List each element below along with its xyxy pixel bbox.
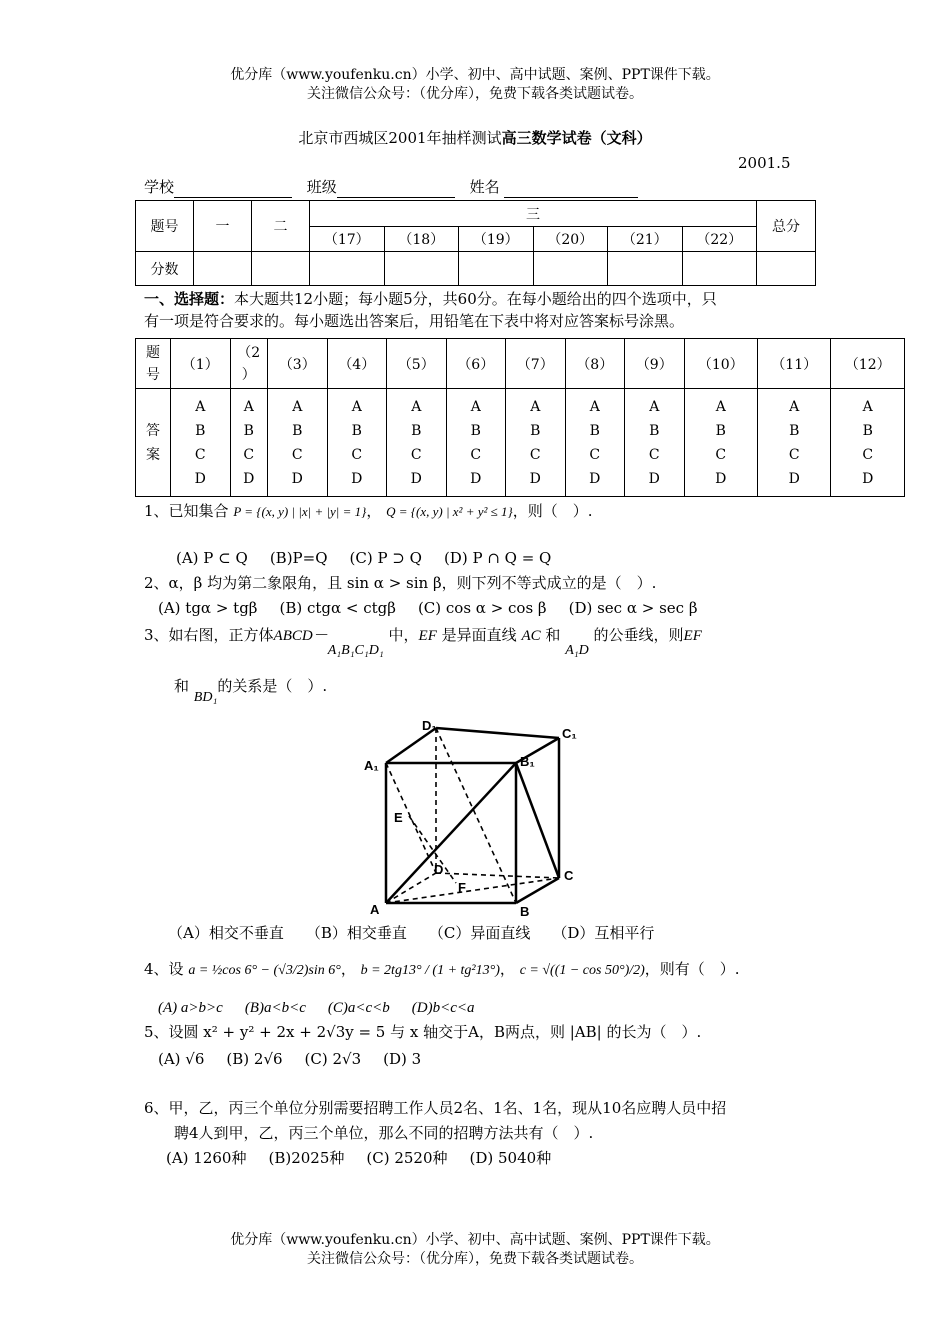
answer-num: （3） xyxy=(268,339,328,389)
score-cell[interactable] xyxy=(533,252,608,286)
label-a: A xyxy=(370,902,380,917)
q4-stem: 4、设 xyxy=(144,960,184,978)
q3-mid1: 中， xyxy=(388,626,419,644)
q1-set-p: P = {(x, y) | |x| + |y| = 1} xyxy=(233,504,367,519)
footer-line-2: 关注微信公众号：（优分库），免费下载各类试题试卷。 xyxy=(307,1251,643,1267)
answer-choice[interactable]: C xyxy=(862,446,874,463)
answer-choice[interactable]: D xyxy=(351,470,363,487)
answer-choice[interactable]: A xyxy=(862,398,873,415)
q3-stem: 3、如右图，正方体 xyxy=(144,626,274,644)
answer-choice[interactable]: A xyxy=(715,398,726,415)
q1-option-a[interactable]: (A) P ⊂ Q xyxy=(176,549,248,567)
answer-choice[interactable]: D xyxy=(194,470,206,487)
answer-choice[interactable]: B xyxy=(470,422,481,439)
answer-choice[interactable]: A xyxy=(789,398,800,415)
answer-choice[interactable]: B xyxy=(715,422,726,439)
score-sub: （22） xyxy=(682,227,757,252)
answer-choice[interactable]: D xyxy=(291,470,303,487)
answer-choices[interactable] xyxy=(831,389,905,497)
label-b1: B₁ xyxy=(520,754,535,769)
answer-choice[interactable]: A xyxy=(589,398,600,415)
q2-option-c[interactable]: (C) cos α > cos β xyxy=(417,599,547,617)
answer-choice[interactable]: A xyxy=(292,398,303,415)
label-b: B xyxy=(520,904,530,918)
answer-choice[interactable]: D xyxy=(410,470,422,487)
answer-choice[interactable]: B xyxy=(530,422,541,439)
q1-options xyxy=(176,547,573,569)
q3-line2-post: 的关系是（ ）. xyxy=(217,677,328,695)
answer-choice[interactable]: C xyxy=(788,446,800,463)
section1-line1: 本大题共12小题；每小题5分，共60分。在每小题给出的四个选项中，只 xyxy=(234,290,717,308)
q1-tail: ，则（ ）. xyxy=(512,502,593,520)
title-prefix: 北京市西城区2001年抽样测试 xyxy=(298,129,502,147)
answer-choices[interactable] xyxy=(506,389,566,497)
answer-choice[interactable]: D xyxy=(862,470,874,487)
score-cell[interactable] xyxy=(608,252,683,286)
score-cell[interactable] xyxy=(252,252,310,286)
q6-option-d[interactable]: (D) 5040种 xyxy=(469,1149,552,1167)
q3-option-d[interactable]: （D）互相平行 xyxy=(552,924,655,942)
label-c: C xyxy=(564,868,574,883)
q3-ef: EF xyxy=(418,628,437,644)
answer-choices[interactable] xyxy=(758,389,831,497)
q2-options xyxy=(158,597,720,619)
answer-choice[interactable]: A xyxy=(195,398,206,415)
score-er: 二 xyxy=(252,201,310,252)
header-line-1: 优分库（www.youfenku.cn）小学、初中、高中试题、案例、PPT课件下载。 xyxy=(230,67,720,83)
answer-choice[interactable]: C xyxy=(470,446,482,463)
answer-choice[interactable]: C xyxy=(589,446,601,463)
q2-option-d[interactable]: (D) sec α > sec β xyxy=(568,599,698,617)
q1-stem: 1、已知集合 xyxy=(144,502,229,520)
answer-choice[interactable]: D xyxy=(589,470,601,487)
answer-choices[interactable] xyxy=(268,389,328,497)
answer-choices[interactable] xyxy=(387,389,447,497)
q4-option-c[interactable]: (C)a<c<b xyxy=(327,1000,390,1016)
section1-heading: 一、选择题： xyxy=(144,290,235,308)
q4-tail: ，则有（ ）. xyxy=(644,960,740,978)
q2a: （2 xyxy=(237,344,261,361)
q4-option-b[interactable]: (B)a<b<c xyxy=(244,1000,306,1016)
score-cell[interactable] xyxy=(384,252,459,286)
page-header xyxy=(0,66,950,104)
name-blank[interactable] xyxy=(504,181,638,198)
answer-choice[interactable]: B xyxy=(789,422,800,439)
answer-choice[interactable]: B xyxy=(195,422,206,439)
q3-mid3: 的公垂线，则 xyxy=(593,626,684,644)
answer-num: （7） xyxy=(506,339,566,389)
answer-choice[interactable]: C xyxy=(243,446,255,463)
label-e: E xyxy=(394,810,403,825)
answer-choice[interactable]: D xyxy=(648,470,660,487)
q6-options xyxy=(166,1147,573,1169)
q6-option-c[interactable]: (C) 2520种 xyxy=(366,1149,448,1167)
answer-choice[interactable]: D xyxy=(529,470,541,487)
answer-choices[interactable] xyxy=(230,389,268,497)
score-sub: （20） xyxy=(533,227,608,252)
name-label: 姓名 xyxy=(469,178,500,196)
answer-num: （8） xyxy=(565,339,625,389)
answer-daan xyxy=(136,389,171,497)
answer-choice[interactable]: B xyxy=(411,422,422,439)
question-3 xyxy=(144,624,702,658)
answer-num: （12） xyxy=(831,339,905,389)
score-cell[interactable] xyxy=(310,252,385,286)
q3-ac: AC xyxy=(521,628,541,644)
q3-option-a[interactable]: （A）相交不垂直 xyxy=(168,924,284,942)
question-3-line2 xyxy=(174,675,328,705)
label-f: F xyxy=(458,880,466,895)
q3-line2-pre: 和 xyxy=(174,677,190,695)
answer-num: （9） xyxy=(625,339,685,389)
answer-choice[interactable]: B xyxy=(649,422,660,439)
answer-choice[interactable]: A xyxy=(530,398,541,415)
answer-choice[interactable]: A xyxy=(411,398,422,415)
q4-option-a[interactable]: (A) a>b>c xyxy=(158,1000,223,1016)
question-6: 6、甲，乙，丙三个单位分别需要招聘工作人员2名、1名、1名，现从10名应聘人员中招 xyxy=(144,1099,727,1117)
q5-option-a[interactable]: (A) √6 xyxy=(158,1050,205,1068)
q3-option-c[interactable]: （C）异面直线 xyxy=(428,924,531,942)
answer-choice[interactable]: C xyxy=(529,446,541,463)
label-d: D xyxy=(434,862,444,877)
question-4: 4、设 a = ½cos 6° − (√3/2)sin 6°， b = 2tg13° / (1 + tg²13°)， c = √((1 − cos 50°)/2)，则有（ ）. xyxy=(144,960,740,978)
answer-choice[interactable]: D xyxy=(715,470,727,487)
answer-choice[interactable]: B xyxy=(351,422,362,439)
question-1: 1、已知集合 P = {(x, y) | |x| + |y| = 1}， Q = {(x, y) | x² + y² ≤ 1}，则（ ）. xyxy=(144,502,593,520)
q6-option-a[interactable]: (A) 1260种 xyxy=(166,1149,247,1167)
daan-char: 答 xyxy=(146,422,160,439)
answer-choice[interactable]: B xyxy=(243,422,254,439)
page-title xyxy=(0,127,950,148)
answer-choice[interactable]: C xyxy=(291,446,303,463)
answer-choices[interactable] xyxy=(625,389,685,497)
q5-option-c[interactable]: (C) 2√3 xyxy=(304,1050,362,1068)
answer-num: （11） xyxy=(758,339,831,389)
label-d1: D₁ xyxy=(422,718,437,733)
question-5: 5、设圆 x² + y² + 2x + 2√3y = 5 与 x 轴交于A，B两点，则 |AB| 的长为（ ）. xyxy=(144,1023,702,1041)
q5-options xyxy=(158,1048,443,1070)
score-sub: （21） xyxy=(608,227,683,252)
q3-ef2: EF xyxy=(683,628,702,644)
q3-mid2: 是异面直线 xyxy=(441,626,517,644)
score-total: 总分 xyxy=(757,201,816,252)
q1-option-d[interactable]: (D) P ∩ Q = Q xyxy=(443,549,552,567)
answer-tihao xyxy=(136,339,171,389)
answer-num-2 xyxy=(230,339,268,389)
q5-option-b[interactable]: (B) 2√6 xyxy=(226,1050,283,1068)
q3-a1b1c1d1: A₁B₁C₁D₁ xyxy=(327,643,384,658)
answer-choices[interactable] xyxy=(565,389,625,497)
answer-choice[interactable]: C xyxy=(410,446,422,463)
score-cell[interactable] xyxy=(682,252,757,286)
q3-bd1: BD₁ xyxy=(193,690,218,705)
question-6-line2: 聘4人到甲，乙，丙三个单位，那么不同的招聘方法共有（ ）. xyxy=(174,1124,594,1142)
class-blank[interactable] xyxy=(337,181,455,198)
q4-c-expr: c = √((1 − cos 50°)/2) xyxy=(519,963,645,978)
answer-choices[interactable] xyxy=(171,389,231,497)
answer-num: （1） xyxy=(171,339,231,389)
answer-choice[interactable]: C xyxy=(194,446,206,463)
answer-choice[interactable]: B xyxy=(292,422,303,439)
question-2: 2、α，β 均为第二象限角，且 sin α > sin β，则下列不等式成立的是（ ）. xyxy=(144,574,657,592)
daan-char: 案 xyxy=(146,446,160,463)
answer-num: （4） xyxy=(327,339,387,389)
answer-choice[interactable]: A xyxy=(470,398,481,415)
label-a1: A₁ xyxy=(364,758,379,773)
answer-choice[interactable]: B xyxy=(862,422,873,439)
answer-choice[interactable]: D xyxy=(470,470,482,487)
answer-table xyxy=(135,338,905,497)
answer-choices[interactable] xyxy=(446,389,506,497)
score-sub: （19） xyxy=(459,227,534,252)
section1-line2: 有一项是符合要求的。每小题选出答案后，用铅笔在下表中将对应答案标号涂黑。 xyxy=(144,312,685,330)
title-bold: 高三数学试卷（文科） xyxy=(501,129,652,147)
answer-num: （10） xyxy=(684,339,757,389)
q4-b-expr: b = 2tg13° / (1 + tg²13°) xyxy=(360,963,500,978)
score-yi: 一 xyxy=(194,201,252,252)
answer-choice[interactable]: A xyxy=(351,398,362,415)
q6-option-b[interactable]: (B)2025种 xyxy=(268,1149,345,1167)
answer-choice[interactable]: C xyxy=(351,446,363,463)
q2-option-b[interactable]: (B) ctgα < ctgβ xyxy=(279,599,396,617)
score-san: 三 xyxy=(310,201,757,227)
school-label: 学校 xyxy=(144,178,175,196)
score-table xyxy=(135,200,816,286)
answer-choice[interactable]: A xyxy=(243,398,254,415)
footer-line-1: 优分库（www.youfenku.cn）小学、初中、高中试题、案例、PPT课件下载。 xyxy=(230,1232,720,1248)
score-sub: （17） xyxy=(310,227,385,252)
answer-choice[interactable]: A xyxy=(649,398,660,415)
tihao-char: 题 xyxy=(146,344,160,361)
exam-date: 2001.5 xyxy=(738,154,791,172)
score-tihao: 题号 xyxy=(136,201,194,252)
q3-and: 和 xyxy=(545,626,561,644)
score-sub: （18） xyxy=(384,227,459,252)
q1-set-q: Q = {(x, y) | x² + y² ≤ 1} xyxy=(386,504,513,519)
class-label: 班级 xyxy=(306,178,337,196)
q1-option-c[interactable]: (C) P ⊃ Q xyxy=(349,549,422,567)
q3-option-b[interactable]: （B）相交垂直 xyxy=(305,924,407,942)
score-cell[interactable] xyxy=(757,252,816,286)
q2-option-a[interactable]: (A) tgα > tgβ xyxy=(158,599,258,617)
student-info xyxy=(144,176,648,198)
answer-choice[interactable]: D xyxy=(243,470,255,487)
answer-choice[interactable]: C xyxy=(648,446,660,463)
tihao-char: 号 xyxy=(146,366,160,383)
answer-num: （5） xyxy=(387,339,447,389)
q3-a1d: A₁D xyxy=(565,643,589,658)
answer-choice[interactable]: D xyxy=(788,470,800,487)
q4-a-expr: a = ½cos 6° − (√3/2)sin 6° xyxy=(188,963,341,978)
cube-figure xyxy=(364,718,594,918)
score-cell[interactable] xyxy=(459,252,534,286)
q3-options xyxy=(168,922,676,944)
label-c1: C₁ xyxy=(562,726,577,741)
section1-intro xyxy=(144,288,717,332)
q2b: ） xyxy=(241,366,256,383)
answer-choices[interactable] xyxy=(327,389,387,497)
school-blank[interactable] xyxy=(174,181,292,198)
q3-abcd: ABCD－ xyxy=(273,628,328,644)
q5-option-d[interactable]: (D) 3 xyxy=(383,1050,422,1068)
header-line-2: 关注微信公众号：（优分库），免费下载各类试题试卷。 xyxy=(307,86,643,102)
score-cell[interactable] xyxy=(194,252,252,286)
answer-num: （6） xyxy=(446,339,506,389)
q1-option-b[interactable]: (B)P=Q xyxy=(269,549,328,567)
page-footer xyxy=(0,1231,950,1269)
q4-options xyxy=(158,996,497,1019)
q4-option-d[interactable]: (D)b<c<a xyxy=(411,1000,475,1016)
answer-choice[interactable]: B xyxy=(589,422,600,439)
answer-choice[interactable]: C xyxy=(715,446,727,463)
score-fenshu: 分数 xyxy=(136,252,194,286)
answer-choices[interactable] xyxy=(684,389,757,497)
